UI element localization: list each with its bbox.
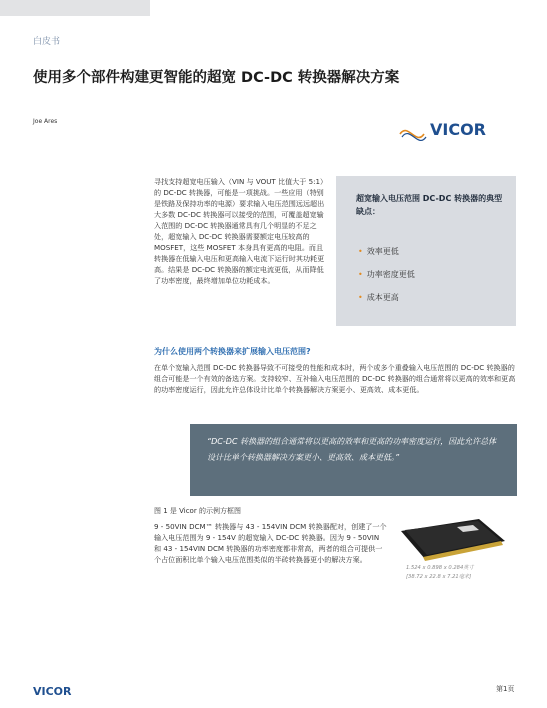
page-number: 第1页 [496,685,515,693]
author-name: Joe Ares [33,118,58,125]
dimensions-mm: [38.72 x 22.8 x 7.21毫米] [406,574,472,580]
logo-text: VICOR [430,120,486,139]
page-title: 使用多个部件构建更智能的超宽 DC-DC 转换器解决方案 [33,70,400,86]
callout-box [336,176,516,326]
pull-quote-text: “DC-DC 转换器的组合通常将以更高的效率和更高的功率密度运行，因此允许总体设计比单个转换器解决方案更小、更高效、成本更低。” [207,437,497,462]
header-tab-bar [0,0,150,16]
callout-item-label: 功率密度更低 [366,270,415,279]
callout-list [358,246,415,315]
callout-item [358,246,415,257]
footer-logo-text: VICOR [33,685,72,697]
dcm-module-image [393,517,509,561]
dimensions-inches: 1.524 x 0.898 x 0.284英寸 [406,565,474,571]
footer-logo [33,685,87,697]
callout-heading: 超宽输入电压范围 DC-DC 转换器的典型缺点： [356,194,503,216]
section-body: 在单个宽输入范围 DC-DC 转换器导致不可接受的性能和成本时，两个或多个重叠输入电压范围的 DC-DC 转换器的组合可能是一个有效的备选方案。支持较窄、互补输入电压范围的 DC-DC 转换器的组合通常将以更高的效率和更高的功率密度运行，因此允许总体设计比单个转换器解决方案更小、更高效、成本更低。 [154,363,516,394]
bullet-icon: • [358,293,363,302]
callout-item-label: 效率更低 [366,247,399,256]
intro-paragraph: 寻找支持超宽电压输入（VIN 与 VOUT 比值大于 5:1）的 DC-DC 转换器，可能是一项挑战。一些应用（特别是铁路及保持功率的电源）要求输入电压范围远远超出大多数 DC-DC 转换器可以接受的范围，可覆盖超宽输入范围的 DC-DC 转换器通常具有几个明显的不足之处，超宽输入 DC-DC 转换器需要额定电压较高的 MOSFET，这些 MOSFET 本身具有更高的电阻。而且转换器在低输入电压和更高输入电流下运行时其功耗更高。结果是 DC-DC 转换器的额定电流更低，从而降低了功率密度，最终增加单位功耗成本。 [154,177,328,285]
figure-description: 9 - 50VIN DCM™ 转换器与 43 - 154VIN DCM 转换器配对，创建了一个输入电压范围为 9 - 154V 的超宽输入 DC-DC 转换器。因为 9 - 50VIN 和 43 - 154VIN DCM 转换器的功率密度都非常高，两者的组合可提供一个占位面积比单个输入电压范围类似的半砖转换器更小的解决方案。 [154,522,387,564]
callout-item-label: 成本更高 [366,293,399,302]
module-dimensions [406,564,516,582]
vicor-logo [398,114,518,154]
bullet-icon: • [358,247,363,256]
callout-item [358,292,415,303]
figure-caption: 图 1 是 Vicor 的示例方框图 [154,507,241,515]
document-category: 白皮书 [33,37,61,47]
logo-swoosh-orange [400,131,424,138]
callout-item [358,269,415,280]
pull-quote [190,424,517,496]
section-heading: 为什么使用两个转换器来扩展输入电压范围? [154,347,311,356]
bullet-icon: • [358,270,363,279]
